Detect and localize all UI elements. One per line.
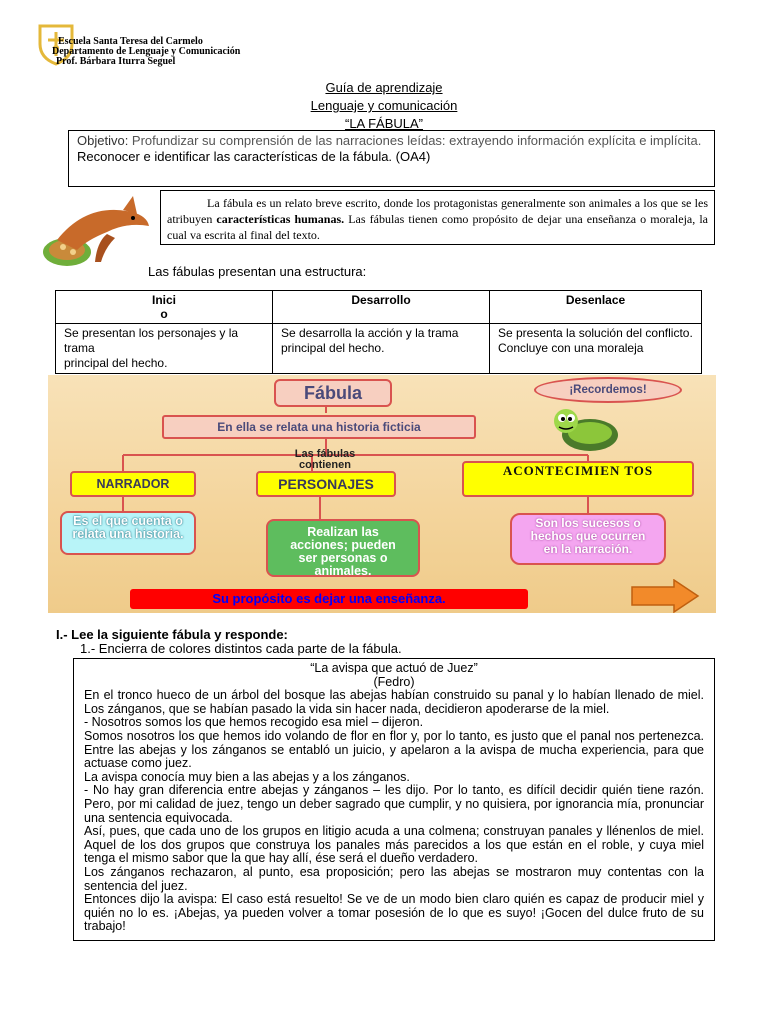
diagram-narrador-box: NARRADOR bbox=[70, 471, 196, 497]
table-header-inicio: Inici o bbox=[56, 291, 273, 324]
diagram-personajes-desc: Realizan las acciones; pueden ser personas o animales. bbox=[266, 519, 420, 577]
diagram-purpose-banner: Su propósito es dejar una enseñanza. bbox=[130, 589, 528, 609]
diagram-subtitle: En ella se relata una historia ficticia bbox=[162, 415, 476, 439]
teacher-name: Prof. Bárbara Iturra Seguel bbox=[56, 56, 176, 67]
objective-box bbox=[68, 130, 715, 187]
diagram-personajes-box: PERSONAJES bbox=[256, 471, 396, 497]
diagram-remember-bubble: ¡Recordemos! bbox=[534, 377, 682, 403]
diagram-acontecimientos-desc: Son los sucesos o hechos que ocurren en la narración. bbox=[510, 513, 666, 565]
arrow-right-icon bbox=[630, 579, 700, 613]
fable-paragraph: La avispa conocía muy bien a las abejas y a los zánganos. bbox=[84, 769, 410, 784]
fable-text-box bbox=[73, 658, 715, 941]
table-cell-desarrollo: Se desarrolla la acción y la trama principal del hecho. bbox=[273, 324, 490, 374]
fable-paragraph: - Nosotros somos los que hemos recogido esa miel – dijeron. bbox=[84, 715, 424, 730]
intro-text-end: Las fábulas tienen como propósito de dejar una enseñanza o moraleja, la cual va escrita al final del texto. bbox=[167, 212, 708, 242]
table-cell-inicio: Se presentan los personajes y la trama principal del hecho. bbox=[56, 324, 273, 374]
turtle-illustration bbox=[550, 403, 622, 453]
fable-paragraph: - No hay gran diferencia entre abejas y zánganos – les dijo. Por lo tanto, es difícil decidir quién tiene razón. Pero, por mi calidad de juez, tengo un deber sagrado que cumplir, y no quisiera, por ignorancia mía, pronunciar una sentencia equivocada. bbox=[84, 783, 704, 825]
intro-box bbox=[160, 190, 715, 245]
table-header-desenlace: Desenlace bbox=[490, 291, 702, 324]
structure-table bbox=[55, 290, 702, 374]
fable-paragraph: Así, pues, que cada uno de los grupos en litigio acuda a una colmena; construyan panales y llénenlos de miel. Aquel de los dos grupos que construya los panales más parecidos a los que están en el roble, y cuya miel tenga el mismo sabor que la que hay allí, ése será el dueño verdadero. bbox=[84, 824, 704, 866]
fable-author: (Fedro) bbox=[373, 674, 415, 689]
school-name: Escuela Santa Teresa del Carmelo bbox=[58, 36, 203, 47]
objective-gray-text: Profundizar su comprensión de las narraciones leídas: extrayendo información explícita e implícita. bbox=[128, 133, 702, 148]
diagram-connector-label: Las fábulas contienen bbox=[294, 449, 356, 469]
fable-diagram bbox=[48, 375, 716, 613]
objective-text: Reconocer e identificar las características de la fábula. (OA4) bbox=[77, 149, 431, 164]
intro-text-bold: características humanas. bbox=[216, 212, 345, 226]
question-1: 1.- Encierra de colores distintos cada parte de la fábula. bbox=[80, 641, 402, 656]
fable-title: “La avispa que actuó de Juez” bbox=[310, 661, 478, 675]
structure-intro: Las fábulas presentan una estructura: bbox=[148, 264, 367, 279]
table-cell-desenlace: Se presenta la solución del conflicto. Concluye con una moraleja bbox=[490, 324, 702, 374]
fable-paragraph: Los zánganos rechazaron, al punto, esa proposición; pero las abejas se mostraron muy contentas con la sentencia del juez. bbox=[84, 864, 704, 893]
diagram-title: Fábula bbox=[274, 379, 392, 407]
department-name: Departamento de Lenguaje y Comunicación bbox=[52, 46, 241, 57]
fable-paragraph: Entonces dijo la avispa: El caso está resuelto! Se ve de un modo bien claro quién es capaz de producir miel y quién no lo es. ¡Abejas, ya pueden volver a tomar posesión de lo que es suyo! ¡Gocen del dulce fruto de su trabajo! bbox=[84, 892, 704, 934]
diagram-narrador-desc: Es el que cuenta o relata una historia. bbox=[60, 511, 196, 555]
page-title-subject: Lenguaje y comunicación bbox=[310, 98, 458, 113]
section-heading: I.- Lee la siguiente fábula y responde: bbox=[56, 627, 288, 642]
table-header-desarrollo: Desarrollo bbox=[273, 291, 490, 324]
objective-label: Objetivo: bbox=[77, 133, 129, 148]
page-title-guide: Guía de aprendizaje bbox=[325, 80, 443, 95]
page-title-topic: “LA FÁBULA” bbox=[344, 116, 424, 131]
fable-paragraph: En el tronco hueco de un árbol del bosque las abejas habían construido su panal y lo habían llenado de miel. Los zánganos, que se habían pasado la vida sin hacer nada, decidieron apoderarse de la miel. bbox=[84, 688, 704, 716]
fable-paragraph: Somos nosotros los que hemos ido volando de flor en flor y, por lo tanto, es justo que el panal nos pertenezca. Entre las abejas y los zánganos se entabló un juicio, y apelaron a la avispa de mucha experiencia, para que actuase como juez. bbox=[84, 728, 704, 771]
intro-text-start: La fábula es un relato breve escrito, donde los protagonistas generalmente son animales a los que se les atribuyen bbox=[167, 196, 708, 226]
diagram-acontecimientos-box: ACONTECIMIEN TOS bbox=[462, 461, 694, 497]
fox-turtle-illustration bbox=[37, 192, 157, 272]
